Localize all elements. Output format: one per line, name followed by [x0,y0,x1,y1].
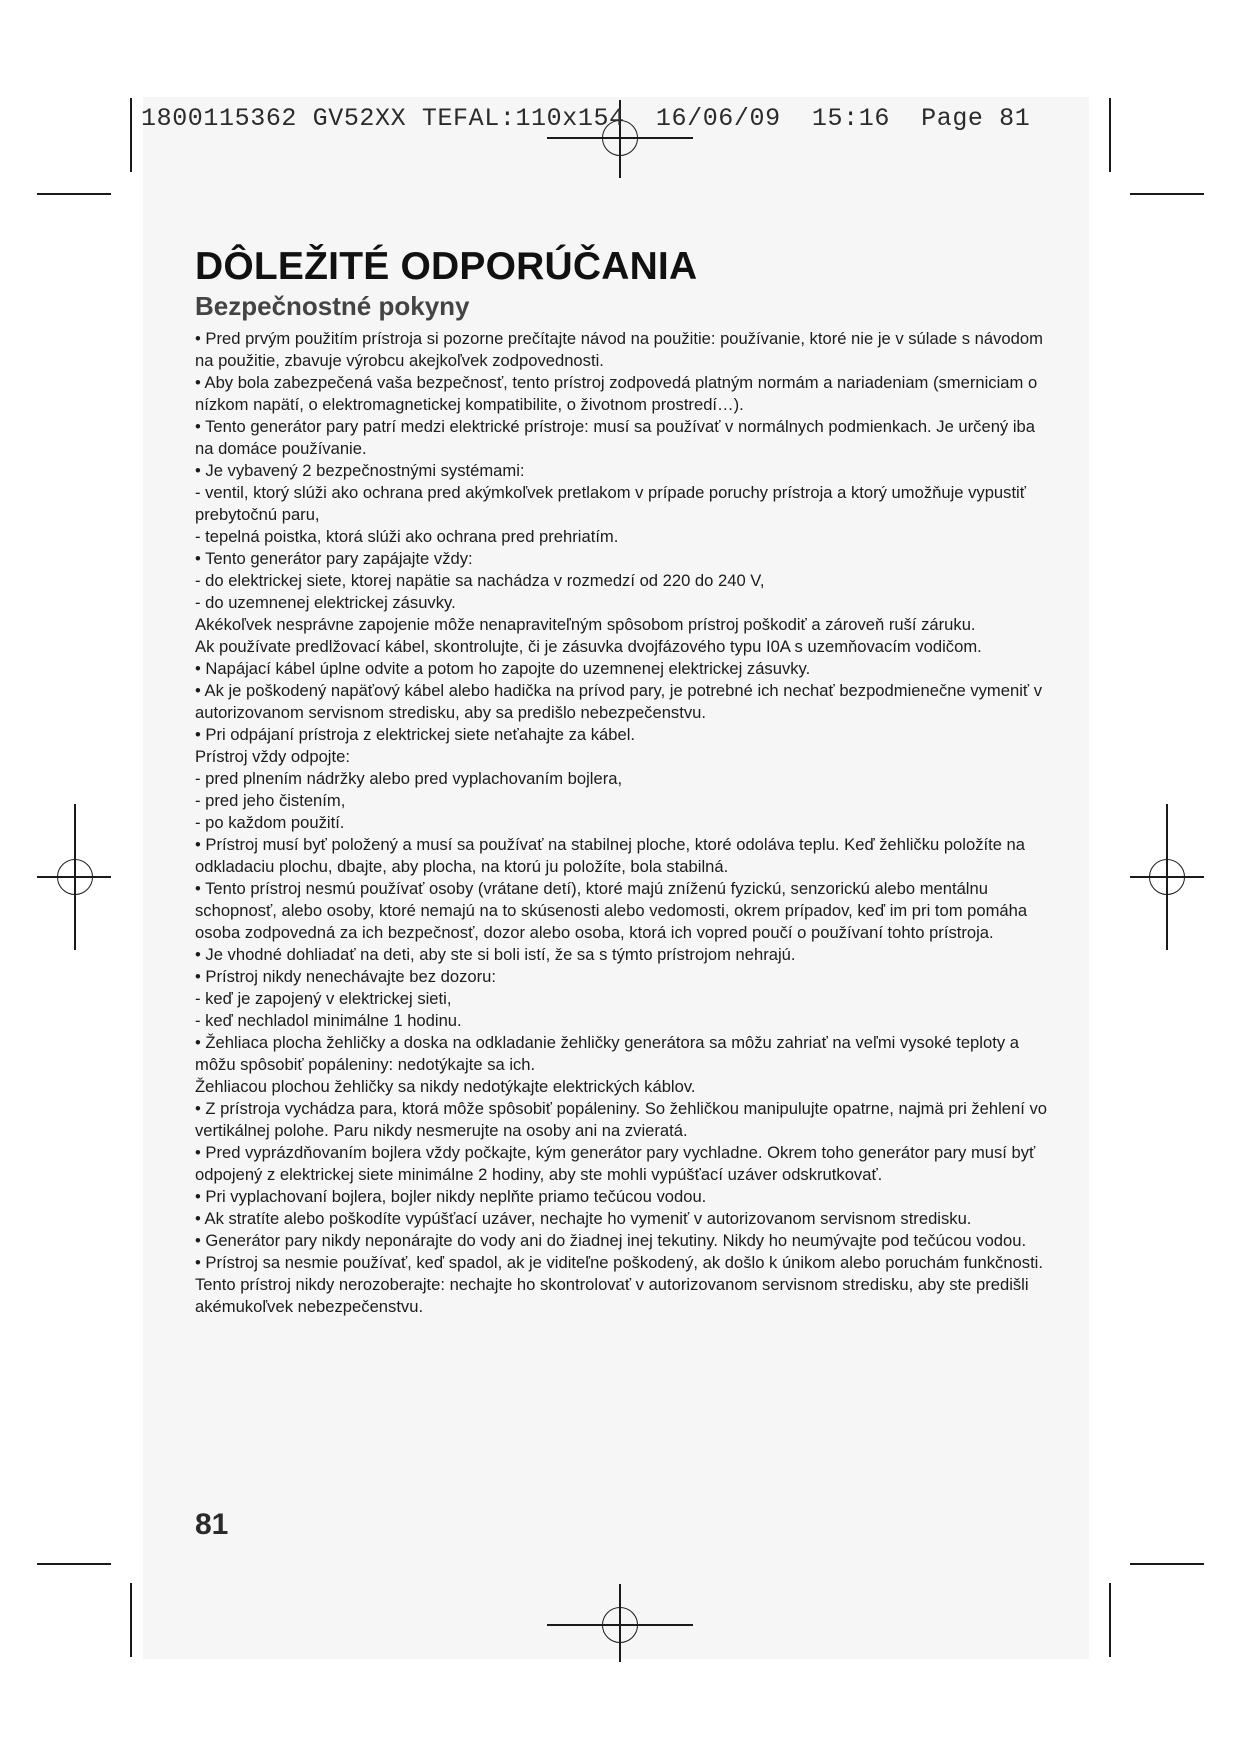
paragraph: - po každom použití. [195,813,345,832]
section-subtitle: Bezpečnostné pokyny [195,291,470,321]
crop-mark-top-left-horizontal [37,193,111,195]
crop-mark-bottom-left-horizontal [37,1563,111,1565]
paragraph: - keď je zapojený v elektrickej sieti, [195,989,452,1008]
page-number: 81 [195,1508,229,1541]
crop-mark-top-right-vertical [1109,98,1111,172]
paragraph: • Prístroj sa nesmie používať, keď spadol, ak je viditeľne poškodený, ak došlo k únikom alebo poruchám funkčnosti. Tento prístroj nikdy nerozoberajte: nechajte ho skontrolovať v autorizovanom servisnom stredisku, aby ste predišli akémukoľvek nebezpečenstvu. [195,1253,1043,1316]
paragraph: • Ak je poškodený napäťový kábel alebo hadička na prívod pary, je potrebné ich nechať bezpodmienečne vymeniť v autorizovanom servisnom stredisku, aby sa predišlo nebezpečenstvu. [195,681,1043,722]
paragraph: • Z prístroja vychádza para, ktorá môže spôsobiť popáleniny. So žehličkou manipulujte opatrne, najmä pri žehlení vo vertikálnej polohe. Paru nikdy nesmerujte na osoby ani na zvieratá. [195,1099,1048,1140]
paragraph: - pred jeho čistením, [195,791,346,810]
paragraph: • Pri odpájaní prístroja z elektrickej siete neťahajte za kábel. [195,725,636,744]
paragraph: • Ak stratíte alebo poškodíte vypúšťací uzáver, nechajte ho vymeniť v autorizovanom servisnom stredisku. [195,1209,972,1228]
crop-mark-bottom-right-horizontal [1130,1563,1204,1565]
registration-left-target [57,859,93,895]
paragraph: • Prístroj musí byť položený a musí sa používať na stabilnej ploche, ktoré odoláva teplu. Keď žehličku položíte na odkladaciu plochu, dbajte, aby plocha, na ktorú ju položíte, bola stabilná. [195,835,1026,876]
paragraph: • Je vhodné dohliadať na deti, aby ste si boli istí, že sa s týmto prístrojom nehrajú. [195,945,796,964]
paragraph: Ak používate predlžovací kábel, skontrolujte, či je zásuvka dvojfázového typu I0A s uzemňovacím vodičom. [195,637,982,656]
registration-bottom-target [602,1607,638,1643]
paragraph: • Tento prístroj nesmú používať osoby (vrátane detí), ktoré majú zníženú fyzickú, senzorickú alebo mentálnu schopnosť, alebo osoby, ktoré nemajú na to skúsenosti alebo vedomosti, okrem prípadov, keď im pri tom pomáha osoba zodpovedná za ich bezpečnosť, dozor alebo osoba, ktorá ich vopred poučí o používaní tohto prístroja. [195,879,1028,942]
paragraph: • Tento generátor pary patrí medzi elektrické prístroje: musí sa používať v normálnych podmienkach. Je určený iba na domáce používanie. [195,417,1035,458]
paragraph: • Prístroj nikdy nenechávajte bez dozoru: [195,967,496,986]
paragraph: • Generátor pary nikdy neponárajte do vody ani do žiadnej inej tekutiny. Nikdy ho neumývajte pod tečúcou vodou. [195,1231,1027,1250]
paragraph: • Je vybavený 2 bezpečnostnými systémami: [195,461,525,480]
paragraph: Prístroj vždy odpojte: [195,747,350,766]
paragraph: Žehliacou plochou žehličky sa nikdy nedotýkajte elektrických káblov. [195,1077,696,1096]
crop-mark-top-right-horizontal [1130,193,1204,195]
paragraph: - pred plnením nádržky alebo pred vyplachovaním bojlera, [195,769,623,788]
paragraph: • Pred vyprázdňovaním bojlera vždy počkajte, kým generátor pary vychladne. Okrem toho generátor pary musí byť odpojený z elektrickej siete minimálne 2 hodiny, aby ste mohli vypúšťací uzáver odskrutkovať. [195,1143,1036,1184]
registration-right-target [1149,859,1185,895]
paragraph: - ventil, ktorý slúži ako ochrana pred akýmkoľvek pretlakom v prípade poruchy prístroja a ktorý umožňuje vypustiť prebytočnú paru, [195,483,1026,524]
paragraph: - do uzemnenej elektrickej zásuvky. [195,593,456,612]
paragraph: • Aby bola zabezpečená vaša bezpečnosť, tento prístroj zodpovedá platným normám a nariadeniam (smerniciam o nízkom napätí, o elektromagnetickej kompatibilite, o životnom prostredí…). [195,373,1038,414]
safety-instructions [195,328,1055,1318]
paragraph: Akékoľvek nesprávne zapojenie môže nenapraviteľným spôsobom prístroj poškodiť a zároveň ruší záruku. [195,615,976,634]
crop-mark-top-left-vertical [130,98,132,172]
paragraph: - do elektrickej siete, ktorej napätie sa nachádza v rozmedzí od 220 do 240 V, [195,571,765,590]
crop-mark-bottom-right-vertical [1109,1583,1111,1657]
paragraph: • Pred prvým použitím prístroja si pozorne prečítajte návod na použitie: používanie, ktoré nie je v súlade s návodom na použitie, zbavuje výrobcu akejkoľvek zodpovednosti. [195,329,1043,370]
paragraph: - tepelná poistka, ktorá slúži ako ochrana pred prehriatím. [195,527,619,546]
paragraph: • Pri vyplachovaní bojlera, bojler nikdy neplňte priamo tečúcou vodou. [195,1187,707,1206]
print-slug: 1800115362 GV52XX TEFAL:110x154 16/06/09 15:16 Page 81 [141,104,1031,133]
paragraph: - keď nechladol minimálne 1 hodinu. [195,1011,462,1030]
page-title: DÔLEŽITÉ ODPORÚČANIA [195,245,698,288]
paragraph: • Napájací kábel úplne odvite a potom ho zapojte do uzemnenej elektrickej zásuvky. [195,659,811,678]
paragraph: • Tento generátor pary zapájajte vždy: [195,549,473,568]
paragraph: • Žehliaca plocha žehličky a doska na odkladanie žehličky generátora sa môžu zahriať na veľmi vysoké teploty a môžu spôsobiť popáleniny: nedotýkajte sa ich. [195,1033,1019,1074]
document-body [195,244,1055,1318]
crop-mark-bottom-left-vertical [130,1583,132,1657]
